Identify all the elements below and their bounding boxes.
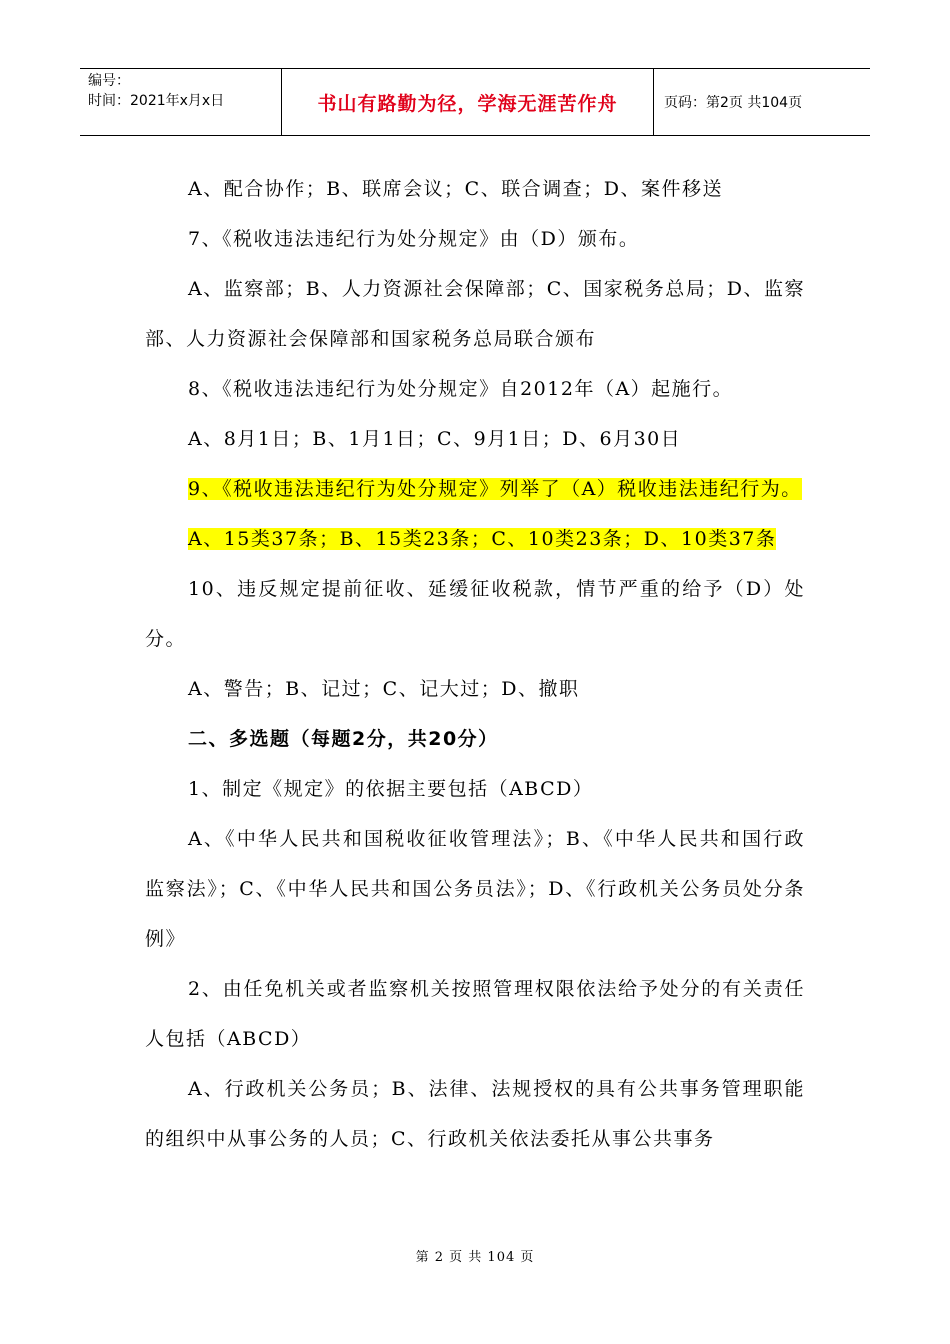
- header-meta-cell: [80, 69, 282, 135]
- paragraph-text: 2、由任免机关或者监察机关按照管理权限依法给予处分的有关责任人包括（ABCD）: [145, 978, 805, 1050]
- time-label: 时间：2021年x月x日: [88, 93, 225, 109]
- paragraph: [145, 164, 805, 214]
- paragraph-text: 10、违反规定提前征收、延缓征收税款，情节严重的给予（D）处分。: [145, 578, 805, 650]
- paragraph: [145, 514, 805, 564]
- section-heading: [145, 714, 805, 764]
- paragraph: [145, 414, 805, 464]
- number-label: 编号：: [88, 73, 130, 89]
- paragraph-text: A、《中华人民共和国税收征收管理法》；B、《中华人民共和国行政监察法》；C、《中华人民共和国公务员法》；D、《行政机关公务员处分条例》: [145, 828, 805, 950]
- paragraph: [145, 264, 805, 364]
- paragraph: [145, 764, 805, 814]
- paragraph-text: 9、《税收违法违纪行为处分规定》列举了（A）税收违法违纪行为。: [188, 478, 802, 500]
- page-footer: 第 2 页 共 104 页: [415, 1250, 535, 1265]
- paragraph-text: A、15类37条；B、15类23条；C、10类23条；D、10类37条: [188, 528, 777, 550]
- document-header: [80, 68, 870, 136]
- header-motto: 书山有路勤为径，学海无涯苦作舟: [282, 69, 654, 135]
- paragraph: [145, 214, 805, 264]
- paragraph: [145, 364, 805, 414]
- paragraph-text: 二、多选题（每题2分，共20分）: [188, 728, 499, 750]
- paragraph-text: A、行政机关公务员；B、法律、法规授权的具有公共事务管理职能的组织中从事公务的人员；C、行政机关依法委托从事公共事务: [145, 1078, 805, 1150]
- paragraph: [145, 664, 805, 714]
- document-body: [145, 164, 805, 1164]
- paragraph-text: A、警告；B、记过；C、记大过；D、撤职: [188, 678, 580, 700]
- paragraph-text: A、监察部；B、人力资源社会保障部；C、国家税务总局；D、监察部、人力资源社会保障部和国家税务总局联合颁布: [145, 278, 805, 350]
- paragraph-text: 7、《税收违法违纪行为处分规定》由（D）颁布。: [188, 228, 640, 250]
- paragraph: [145, 464, 805, 514]
- header-page-info: 页码：第2页 共104页: [664, 95, 803, 111]
- paragraph: [145, 564, 805, 664]
- paragraph: [145, 964, 805, 1064]
- paragraph-text: A、配合协作；B、联席会议；C、联合调查；D、案件移送: [188, 178, 723, 200]
- paragraph: [145, 814, 805, 964]
- paragraph: [145, 1064, 805, 1164]
- paragraph-text: A、8月1日；B、1月1日；C、9月1日；D、6月30日: [188, 428, 682, 450]
- paragraph-text: 1、制定《规定》的依据主要包括（ABCD）: [188, 778, 594, 800]
- paragraph-text: 8、《税收违法违纪行为处分规定》自2012年（A）起施行。: [188, 378, 734, 400]
